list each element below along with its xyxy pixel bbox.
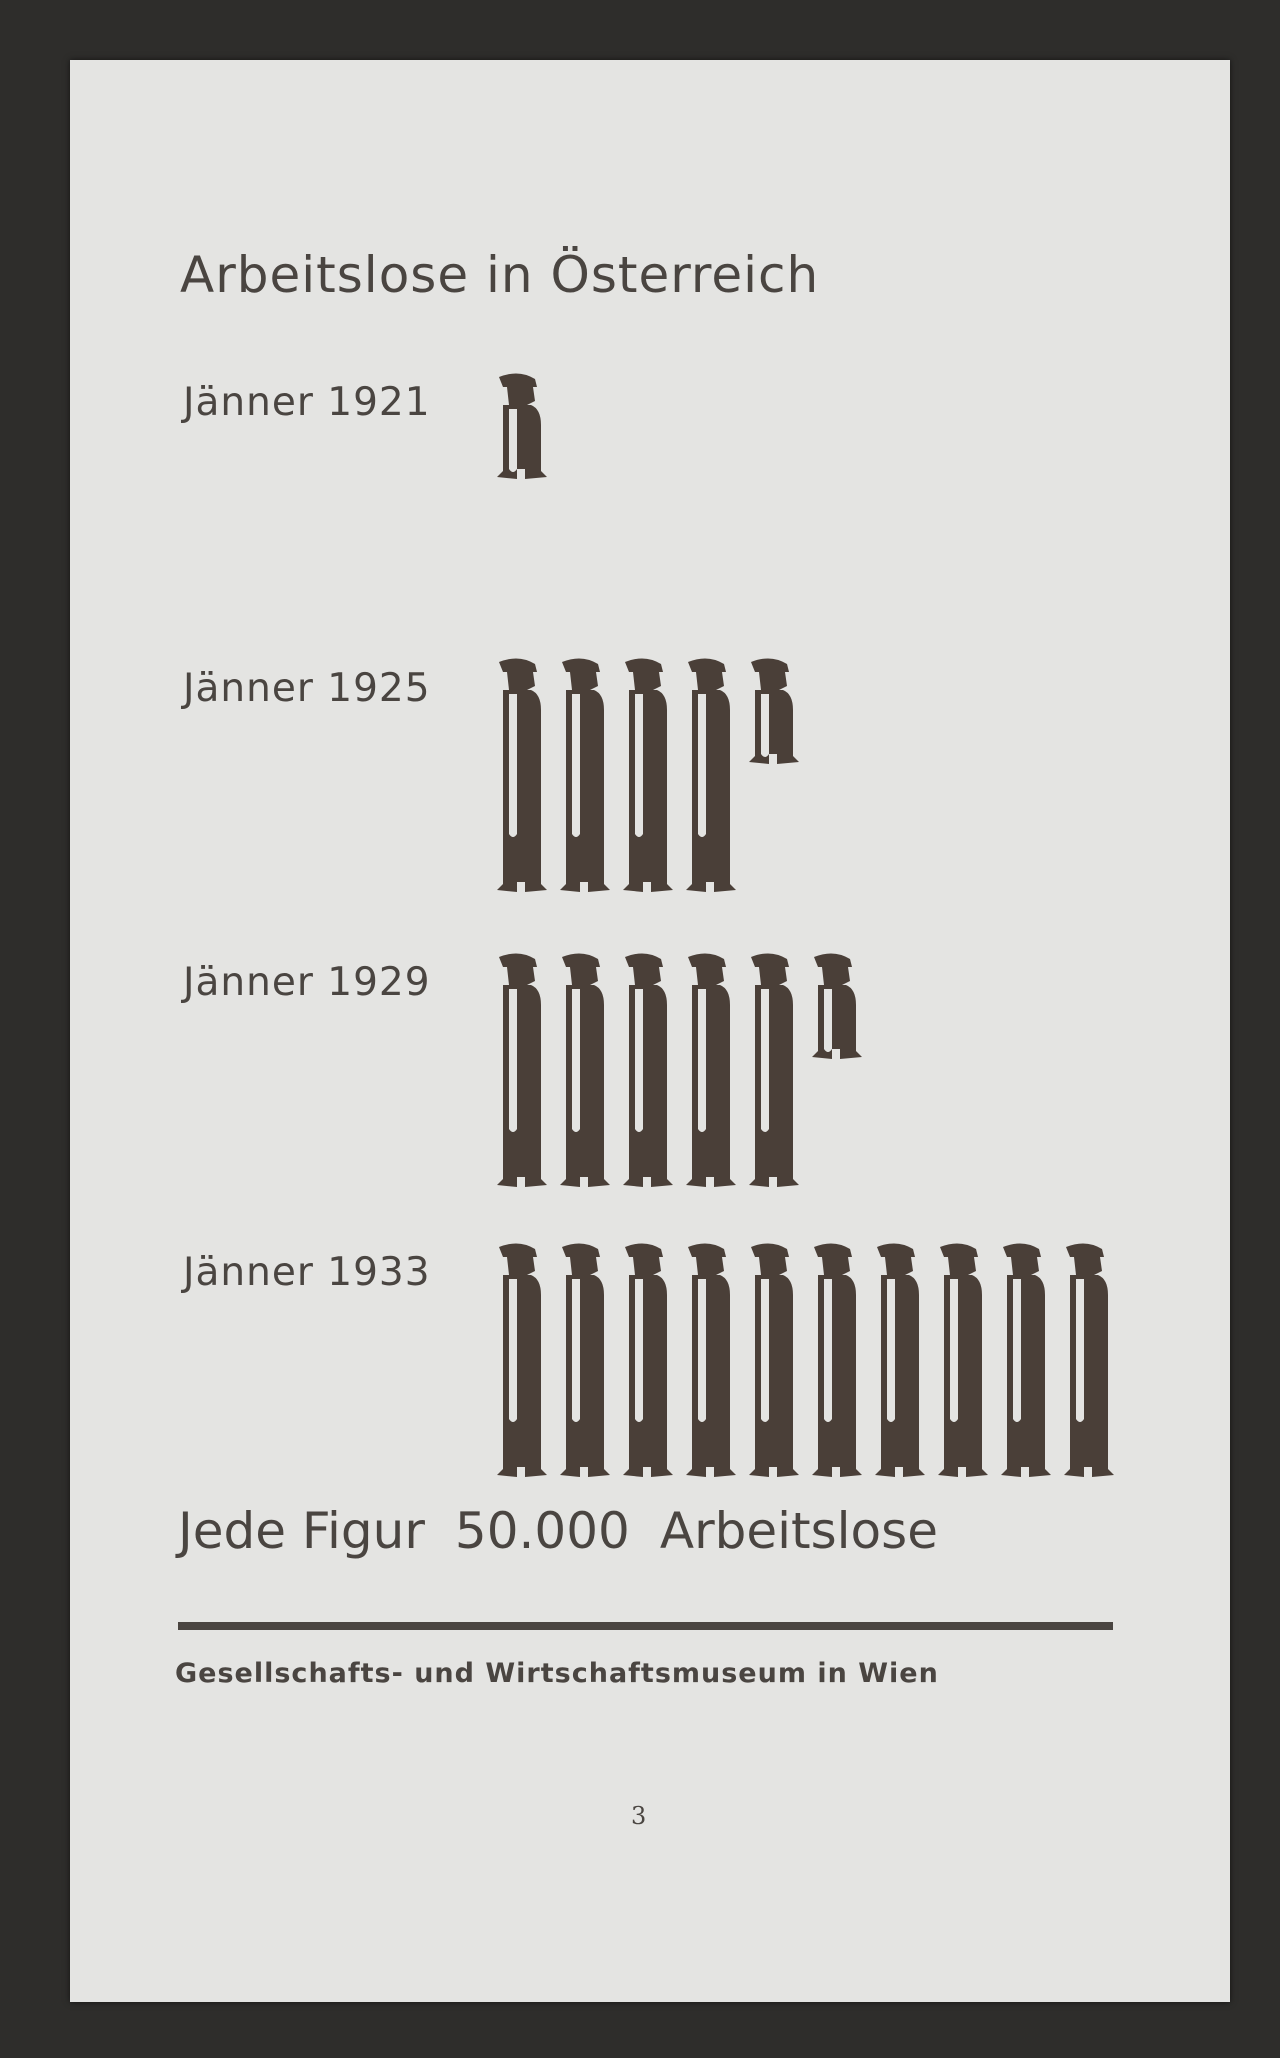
worker-figure-icon (686, 658, 736, 892)
worker-figure-icon (686, 953, 736, 1187)
figure-shape (812, 1243, 862, 1477)
figure-arm (698, 989, 706, 1132)
figure-shape (875, 1243, 925, 1477)
category-label-1925: Jänner 1925 (183, 666, 431, 711)
figure-shape (497, 658, 547, 892)
worker-figure-icon (560, 1243, 610, 1477)
category-label-1929: Jänner 1929 (183, 960, 431, 1005)
figure-shape (812, 953, 862, 1059)
figure-shape (1064, 1243, 1114, 1477)
worker-figure-icon (686, 1243, 736, 1477)
figure-arm (635, 989, 643, 1132)
legend-unit: Arbeitslose (659, 1502, 938, 1560)
figure-arm (635, 694, 643, 837)
worker-figure-icon (560, 953, 610, 1187)
figure-arm (509, 409, 517, 472)
figure-arm (824, 1279, 832, 1422)
legend (178, 1502, 968, 1560)
figure-arm (1076, 1279, 1084, 1422)
legend-value: 50.000 (454, 1502, 630, 1560)
figure-arm (572, 989, 580, 1132)
figure-arm (572, 694, 580, 837)
worker-figure-icon (623, 953, 673, 1187)
worker-figure-icon (749, 953, 799, 1187)
worker-figure-icon (1001, 1243, 1051, 1477)
figure-arm (509, 694, 517, 837)
figure-arm (824, 989, 832, 1052)
worker-figure-icon (812, 1243, 862, 1477)
figure-arm (887, 1279, 895, 1422)
figure-shape (938, 1243, 988, 1477)
category-label-1921: Jänner 1921 (183, 380, 431, 425)
chart-title: Arbeitslose in Österreich (180, 246, 820, 304)
publisher-credit: Gesellschafts- und Wirtschaftsmuseum in Wien (175, 1658, 939, 1689)
figure-shape (686, 953, 736, 1187)
worker-figure-icon (497, 658, 547, 892)
figure-shape (749, 658, 799, 764)
figure-arm (698, 1279, 706, 1422)
figure-arm (950, 1279, 958, 1422)
worker-figure-half-icon (812, 953, 862, 1059)
figure-arm (761, 989, 769, 1132)
figure-arm (509, 1279, 517, 1422)
figure-shape (497, 953, 547, 1187)
divider (178, 1622, 1113, 1630)
figure-shape (749, 1243, 799, 1477)
category-label-1933: Jänner 1933 (183, 1250, 431, 1295)
figure-arm (1013, 1279, 1021, 1422)
figure-shape (686, 1243, 736, 1477)
figure-shape (623, 1243, 673, 1477)
worker-figure-icon (623, 658, 673, 892)
figure-arm (635, 1279, 643, 1422)
worker-figure-icon (938, 1243, 988, 1477)
worker-figure-icon (497, 953, 547, 1187)
figure-shape (623, 658, 673, 892)
worker-figure-half-icon (497, 373, 547, 479)
figure-arm (698, 694, 706, 837)
figure-shape (560, 658, 610, 892)
worker-figure-icon (875, 1243, 925, 1477)
page-number: 3 (631, 1802, 647, 1830)
worker-figure-icon (497, 1243, 547, 1477)
figure-arm (572, 1279, 580, 1422)
figure-shape (1001, 1243, 1051, 1477)
worker-figure-icon (623, 1243, 673, 1477)
figure-arm (761, 694, 769, 757)
figure-shape (560, 1243, 610, 1477)
legend-prefix: Jede Figur (178, 1502, 425, 1560)
worker-figure-half-icon (749, 658, 799, 764)
figure-shape (623, 953, 673, 1187)
figure-arm (509, 989, 517, 1132)
worker-figure-icon (749, 1243, 799, 1477)
figure-shape (560, 953, 610, 1187)
worker-figure-icon (1064, 1243, 1114, 1477)
worker-figure-icon (560, 658, 610, 892)
figure-shape (497, 1243, 547, 1477)
figure-shape (686, 658, 736, 892)
figure-shape (749, 953, 799, 1187)
figure-shape (497, 373, 547, 479)
figure-arm (761, 1279, 769, 1422)
